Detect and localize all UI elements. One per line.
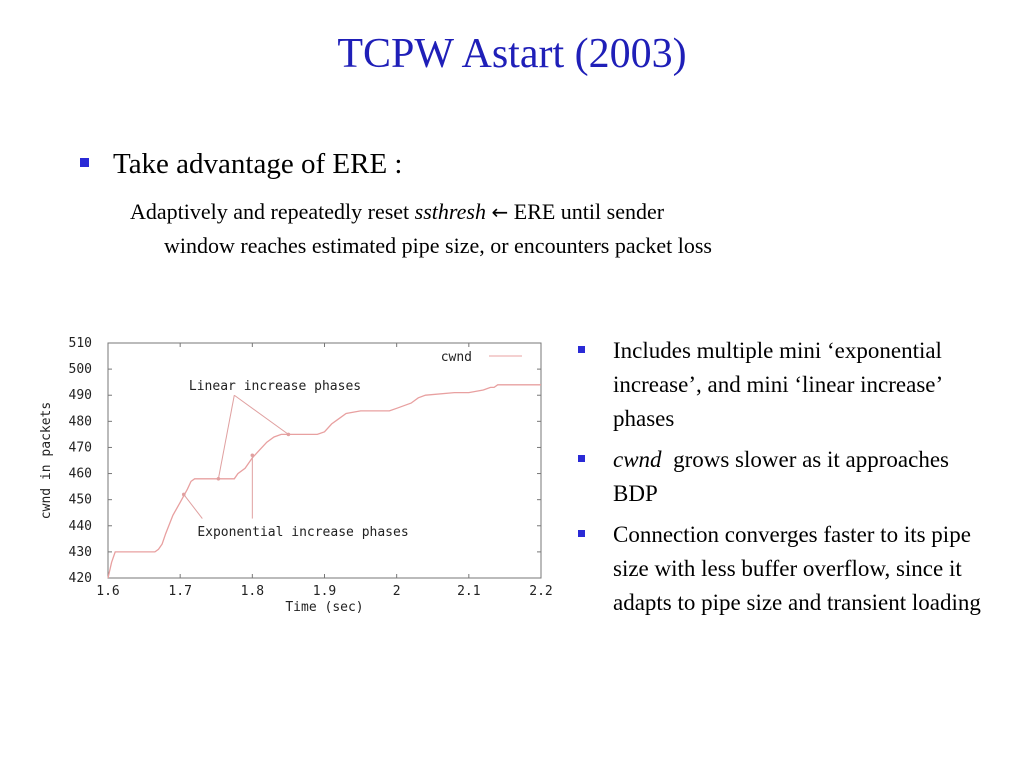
y-tick-label: 500 xyxy=(68,362,92,378)
sub-text-line2: window reaches estimated pipe size, or encounters packet loss xyxy=(164,233,712,258)
legend-label: cwnd xyxy=(440,350,472,365)
x-tick-label: 2.1 xyxy=(457,584,481,599)
annotation-linear-label: Linear increase phases xyxy=(188,379,362,394)
y-axis-label: cwnd in packets xyxy=(39,401,54,520)
square-bullet-icon xyxy=(578,455,585,462)
annotation-linear-arrowhead xyxy=(217,477,221,481)
annotation-linear-arrow xyxy=(218,395,234,479)
x-axis-label: Time (sec) xyxy=(285,600,364,615)
y-tick-label: 510 xyxy=(68,336,92,351)
right-bullet-2 xyxy=(578,443,998,511)
annotation-exponential-arrowhead xyxy=(251,453,255,457)
y-tick-label: 490 xyxy=(68,388,92,404)
x-tick-label: 1.8 xyxy=(240,584,265,599)
y-tick-label: 480 xyxy=(68,414,92,430)
y-tick-label: 470 xyxy=(68,440,92,456)
right-bullet-3-text: Connection converges faster to its pipe size with less buffer overflow, since it adapts to pipe size and transient loading xyxy=(613,522,981,615)
annotation-linear-arrow xyxy=(234,395,288,434)
square-bullet-icon xyxy=(578,530,585,537)
x-tick-label: 1.9 xyxy=(312,584,337,599)
left-arrow-icon: ← xyxy=(491,200,509,224)
y-tick-label: 450 xyxy=(68,492,92,508)
right-bullet-1 xyxy=(578,334,998,436)
cwnd-term: cwnd xyxy=(613,447,662,472)
right-bullet-list xyxy=(578,334,998,627)
ssthresh-term: ssthresh xyxy=(414,199,486,224)
right-bullet-3 xyxy=(578,518,998,620)
chart-axes xyxy=(39,336,553,615)
annotation-linear-arrowhead xyxy=(287,433,291,437)
x-tick-label: 2.2 xyxy=(529,584,553,599)
x-tick-label: 1.6 xyxy=(96,584,120,599)
y-tick-label: 430 xyxy=(68,544,92,560)
chart-annotations xyxy=(182,379,409,540)
right-bullet-2-text: grows slower as it approaches BDP xyxy=(613,447,955,506)
y-tick-label: 460 xyxy=(68,466,92,482)
square-bullet-icon xyxy=(578,346,585,353)
x-tick-label: 2 xyxy=(392,584,401,599)
y-tick-label: 420 xyxy=(68,571,92,586)
main-bullet-text: Take advantage of ERE : xyxy=(113,148,403,180)
annotation-exponential-label: Exponential increase phases xyxy=(197,525,409,540)
right-bullet-1-text: Includes multiple mini ‘exponential increase’, and mini ‘linear increase’ phases xyxy=(613,338,942,431)
chart-marks xyxy=(108,385,541,578)
annotation-exponential-arrowhead xyxy=(182,493,186,497)
cwnd-series-line xyxy=(108,385,541,578)
sub-text-pre: Adaptively and repeatedly reset xyxy=(130,199,415,224)
slide-title: TCPW Astart (2003) xyxy=(337,31,687,77)
annotation-exponential-arrow xyxy=(184,494,203,518)
y-tick-label: 440 xyxy=(68,518,92,534)
sub-text-post: ERE until sender xyxy=(508,199,665,224)
x-tick-label: 1.7 xyxy=(168,584,192,599)
